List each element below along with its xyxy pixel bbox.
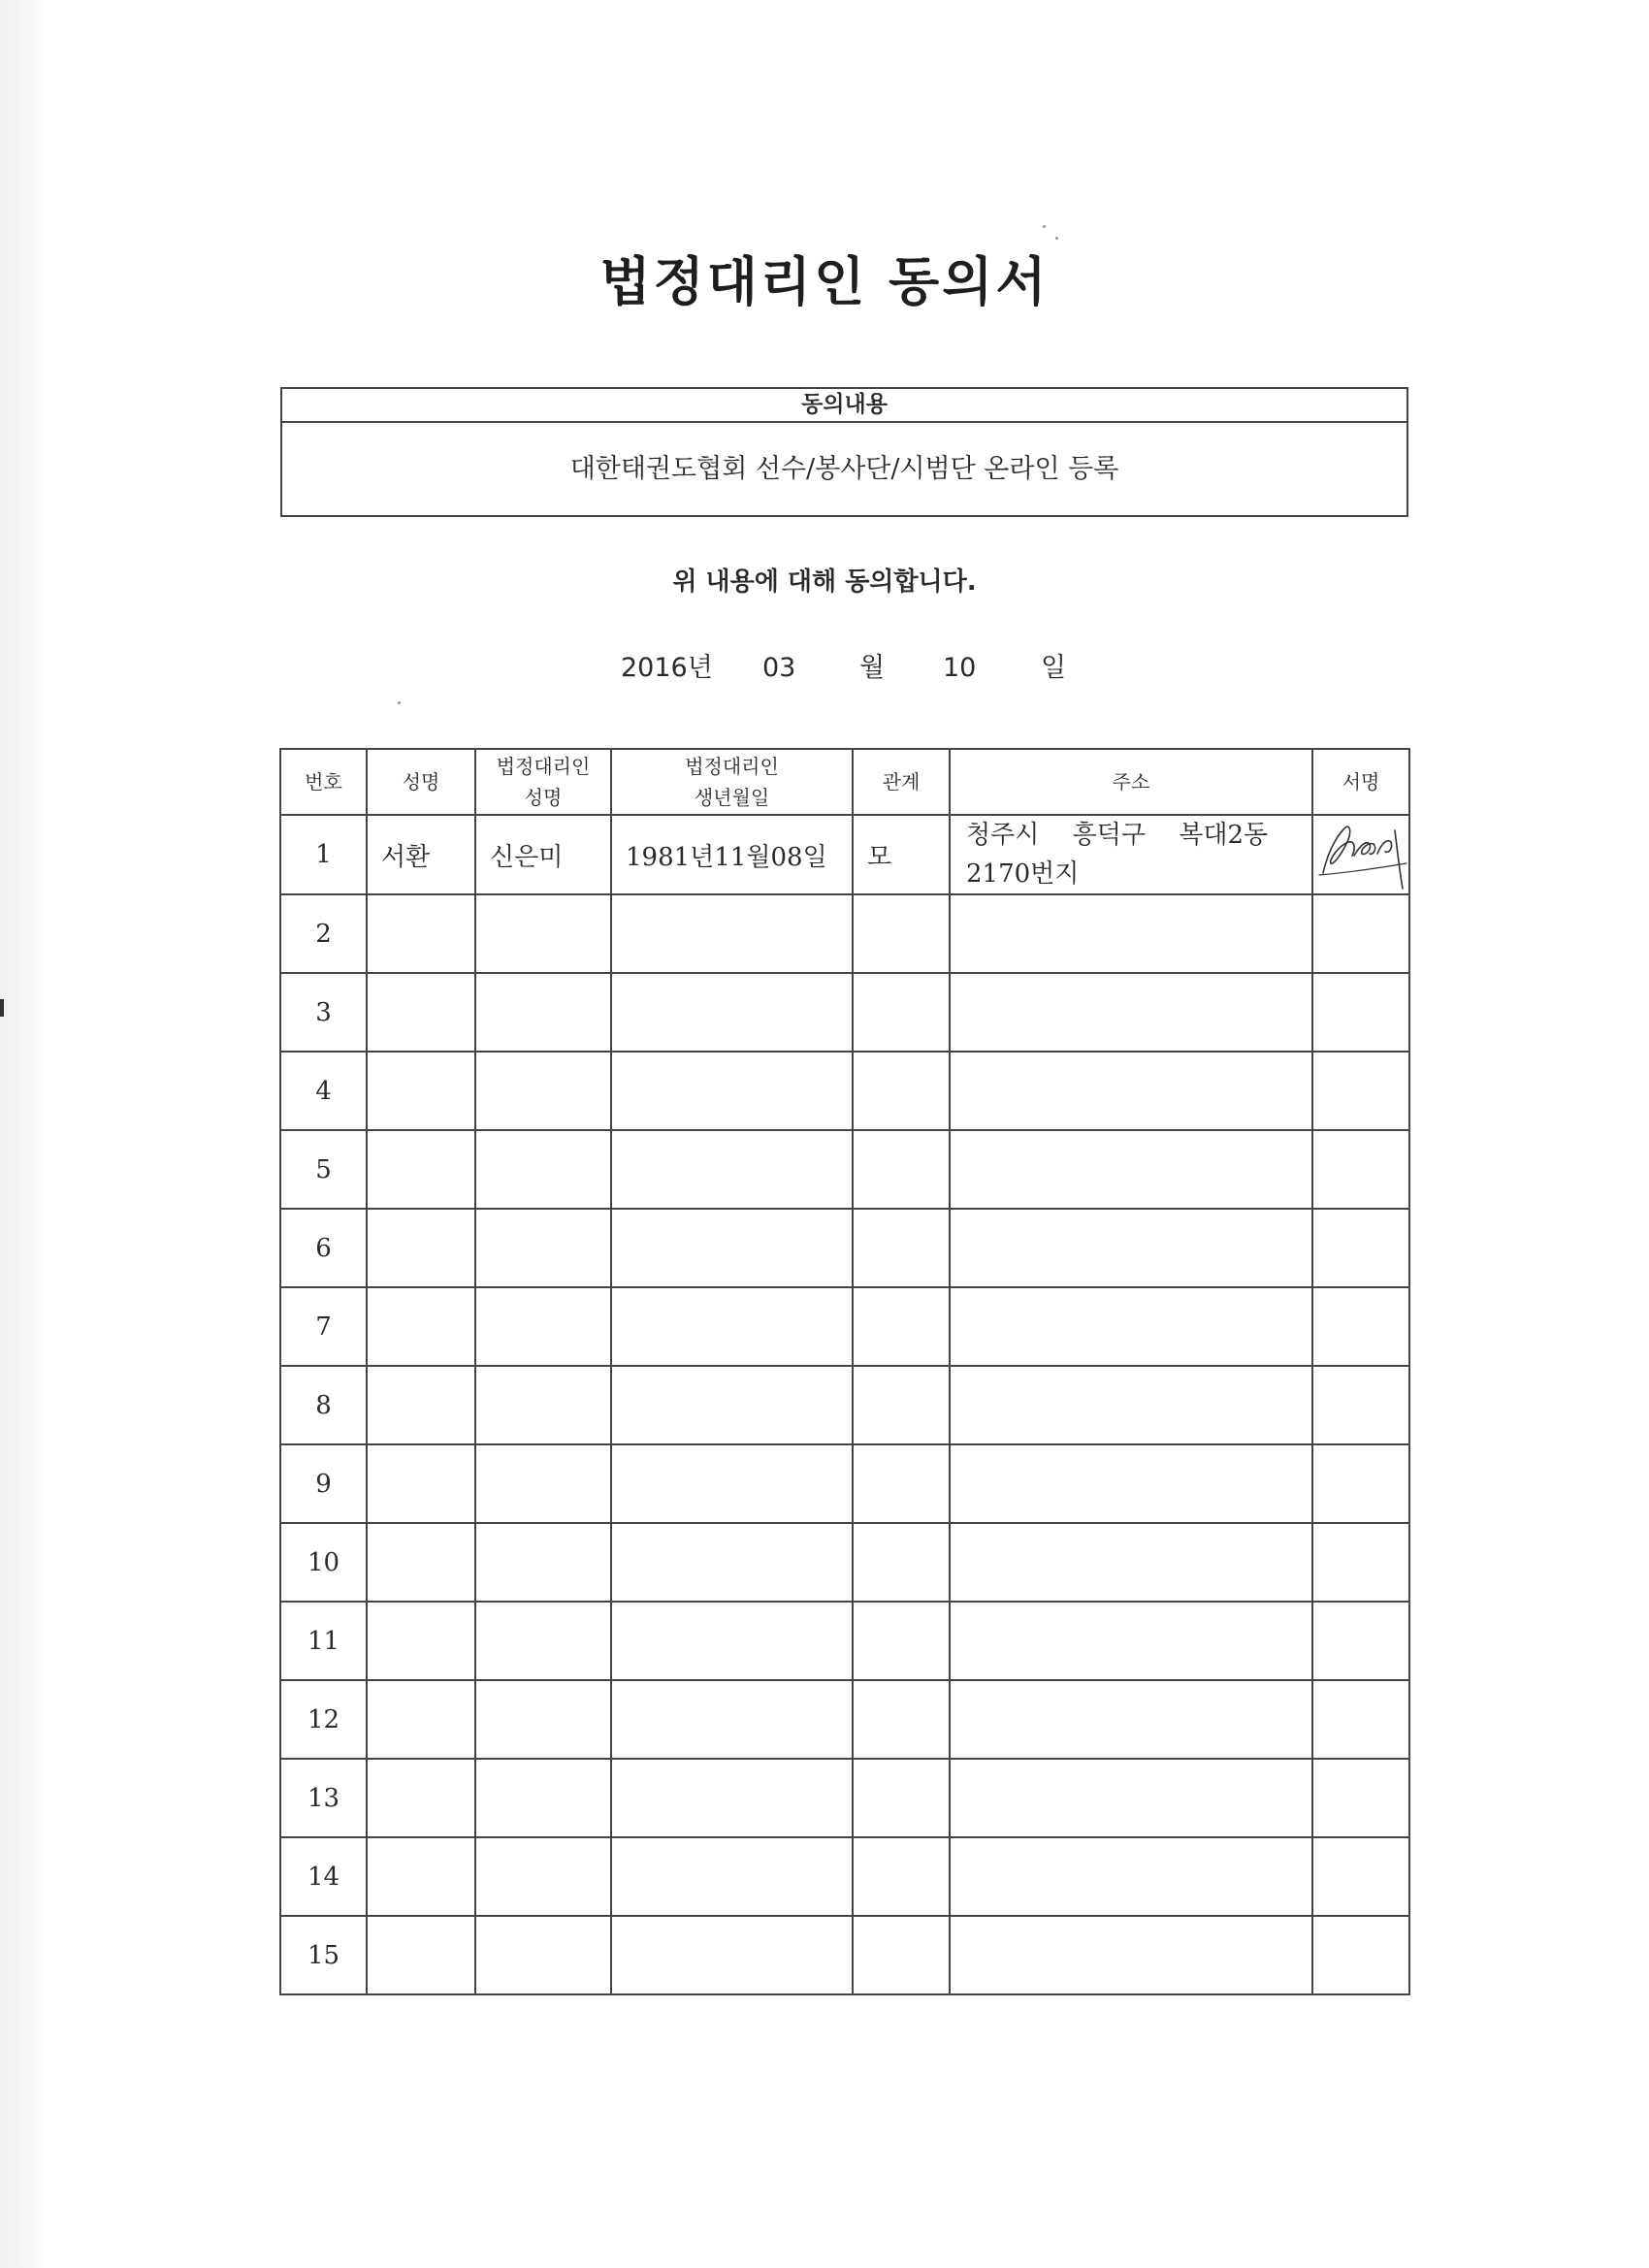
cell-guardian-birth <box>611 1916 853 1994</box>
header-guardian-name-line1: 법정대리인 <box>496 755 591 778</box>
header-signature: 서명 <box>1312 749 1409 815</box>
cell-guardian-birth <box>611 1602 853 1680</box>
table-row <box>280 1916 1409 1994</box>
page-title: 법정대리인 동의서 <box>599 250 1050 312</box>
cell-guardian-birth <box>611 1366 853 1444</box>
row-number: 5 <box>280 1130 367 1209</box>
table-body <box>280 815 1409 1994</box>
row-number: 8 <box>280 1366 367 1444</box>
guardian-table <box>279 748 1410 1995</box>
cell-name <box>367 1287 475 1366</box>
cell-name <box>367 1130 475 1209</box>
header-name: 성명 <box>367 749 475 815</box>
cell-guardian-birth <box>611 1209 853 1287</box>
cell-relation: 모 <box>853 815 950 894</box>
row-number: 6 <box>280 1209 367 1287</box>
table-row <box>280 1680 1409 1759</box>
date-month: 03 <box>762 653 796 683</box>
cell-relation <box>853 1287 950 1366</box>
cell-address <box>950 1130 1312 1209</box>
cell-address <box>950 973 1312 1052</box>
cell-signature <box>1312 1287 1409 1366</box>
cell-name <box>367 1916 475 1994</box>
table-row <box>280 1366 1409 1444</box>
date-year: 2016년 <box>621 653 713 683</box>
table-row <box>280 1287 1409 1366</box>
signature-stroke <box>1395 830 1403 889</box>
cell-guardian-name <box>475 1916 611 1994</box>
cell-signature <box>1312 973 1409 1052</box>
cell-guardian-birth <box>611 1759 853 1837</box>
header-guardian-birth-line1: 법정대리인 <box>685 755 779 778</box>
cell-relation <box>853 1444 950 1523</box>
cell-guardian-name <box>475 894 611 973</box>
cell-guardian-name <box>475 1523 611 1602</box>
row-number: 4 <box>280 1052 367 1130</box>
cell-address <box>950 1444 1312 1523</box>
cell-address <box>950 1052 1312 1130</box>
cell-guardian-birth <box>611 1680 853 1759</box>
cell-signature <box>1312 1523 1409 1602</box>
cell-guardian-name <box>475 1287 611 1366</box>
address-line-1: 청주시 흥덕구 복대2동 <box>966 821 1269 850</box>
cell-guardian-birth <box>611 1287 853 1366</box>
table-row <box>280 973 1409 1052</box>
header-guardian-birth <box>611 749 853 815</box>
cell-name: 서환 <box>367 815 475 894</box>
cell-guardian-name <box>475 973 611 1052</box>
date-day: 10 <box>943 653 977 683</box>
cell-guardian-birth <box>611 894 853 973</box>
cell-name <box>367 1602 475 1680</box>
date-day-unit: 일 <box>1041 653 1067 683</box>
cell-relation <box>853 1130 950 1209</box>
date-line <box>582 648 1164 691</box>
row-number: 15 <box>280 1916 367 1994</box>
row-number: 13 <box>280 1759 367 1837</box>
agreement-statement: 위 내용에 대해 동의합니다. <box>672 567 977 597</box>
cell-signature <box>1312 815 1409 894</box>
row-number: 14 <box>280 1837 367 1916</box>
cell-address <box>950 1523 1312 1602</box>
cell-name <box>367 1837 475 1916</box>
cell-guardian-birth <box>611 1052 853 1130</box>
table-row <box>280 894 1409 973</box>
cell-address <box>950 1680 1312 1759</box>
table-row <box>280 1759 1409 1837</box>
cell-relation <box>853 1209 950 1287</box>
cell-relation <box>853 1837 950 1916</box>
cell-guardian-name <box>475 1052 611 1130</box>
cell-relation <box>853 973 950 1052</box>
cell-guardian-birth <box>611 1130 853 1209</box>
cell-name <box>367 973 475 1052</box>
date-month-unit: 월 <box>859 653 886 683</box>
table-header-row <box>280 749 1409 815</box>
header-address: 주소 <box>950 749 1312 815</box>
cell-signature <box>1312 1680 1409 1759</box>
consent-text: 대한태권도협회 선수/봉사단/시범단 온라인 등록 <box>569 454 1119 484</box>
signature-stroke <box>1323 826 1354 873</box>
cell-signature <box>1312 894 1409 973</box>
header-no: 번호 <box>280 749 367 815</box>
cell-guardian-name <box>475 1209 611 1287</box>
table-row <box>280 815 1409 894</box>
cell-name <box>367 1759 475 1837</box>
handwritten-signature <box>1313 817 1409 893</box>
signature-stroke <box>1319 863 1406 875</box>
cell-name <box>367 1209 475 1287</box>
cell-signature <box>1312 1130 1409 1209</box>
cell-signature <box>1312 1759 1409 1837</box>
cell-address <box>950 815 1312 894</box>
table-row <box>280 1052 1409 1130</box>
cell-relation <box>853 1602 950 1680</box>
cell-guardian-birth <box>611 973 853 1052</box>
cell-guardian-name <box>475 1366 611 1444</box>
header-relation: 관계 <box>853 749 950 815</box>
cell-signature <box>1312 1444 1409 1523</box>
table-row <box>280 1130 1409 1209</box>
cell-relation <box>853 1052 950 1130</box>
row-number: 7 <box>280 1287 367 1366</box>
cell-guardian-birth <box>611 1523 853 1602</box>
cell-relation <box>853 1680 950 1759</box>
scan-speck <box>1055 237 1058 240</box>
row-number: 3 <box>280 973 367 1052</box>
consent-box <box>280 387 1408 517</box>
cell-guardian-name <box>475 1602 611 1680</box>
cell-name <box>367 894 475 973</box>
cell-relation <box>853 894 950 973</box>
cell-guardian-name <box>475 1759 611 1837</box>
row-number: 10 <box>280 1523 367 1602</box>
cell-name <box>367 1680 475 1759</box>
cell-name <box>367 1444 475 1523</box>
cell-relation <box>853 1759 950 1837</box>
cell-address <box>950 1287 1312 1366</box>
table-row <box>280 1602 1409 1680</box>
cell-relation <box>853 1916 950 1994</box>
cell-name <box>367 1523 475 1602</box>
cell-address <box>950 894 1312 973</box>
cell-signature <box>1312 1916 1409 1994</box>
scan-edge-shadow <box>0 0 48 2268</box>
cell-relation <box>853 1366 950 1444</box>
scan-speck <box>398 701 401 704</box>
cell-relation <box>853 1523 950 1602</box>
scan-edge-mark <box>0 999 4 1017</box>
cell-guardian-birth: 1981년11월08일 <box>611 815 853 894</box>
cell-address <box>950 1837 1312 1916</box>
cell-address <box>950 1916 1312 1994</box>
table-row <box>280 1209 1409 1287</box>
cell-address <box>950 1209 1312 1287</box>
table-row <box>280 1837 1409 1916</box>
header-guardian-birth-line2: 생년월일 <box>694 786 770 809</box>
table-row <box>280 1444 1409 1523</box>
cell-guardian-name <box>475 1130 611 1209</box>
cell-signature <box>1312 1602 1409 1680</box>
cell-signature <box>1312 1052 1409 1130</box>
row-number: 9 <box>280 1444 367 1523</box>
row-number: 2 <box>280 894 367 973</box>
header-guardian-name-line2: 성명 <box>524 786 563 809</box>
consent-header: 동의내용 <box>282 389 1406 423</box>
cell-signature <box>1312 1366 1409 1444</box>
signature-stroke <box>1354 842 1375 855</box>
cell-guardian-name <box>475 1444 611 1523</box>
row-number: 11 <box>280 1602 367 1680</box>
signature-stroke <box>1377 840 1392 853</box>
cell-guardian-birth <box>611 1444 853 1523</box>
address-line-2: 2170번지 <box>966 859 1080 889</box>
table-row <box>280 1523 1409 1602</box>
row-number: 12 <box>280 1680 367 1759</box>
cell-guardian-name <box>475 1680 611 1759</box>
header-guardian-name <box>475 749 611 815</box>
cell-name <box>367 1366 475 1444</box>
cell-guardian-name: 신은미 <box>475 815 611 894</box>
cell-address <box>950 1759 1312 1837</box>
scan-speck <box>1043 225 1046 228</box>
cell-address <box>950 1366 1312 1444</box>
cell-name <box>367 1052 475 1130</box>
cell-address <box>950 1602 1312 1680</box>
cell-signature <box>1312 1837 1409 1916</box>
cell-guardian-birth <box>611 1837 853 1916</box>
cell-guardian-name <box>475 1837 611 1916</box>
cell-signature <box>1312 1209 1409 1287</box>
row-number: 1 <box>280 815 367 894</box>
